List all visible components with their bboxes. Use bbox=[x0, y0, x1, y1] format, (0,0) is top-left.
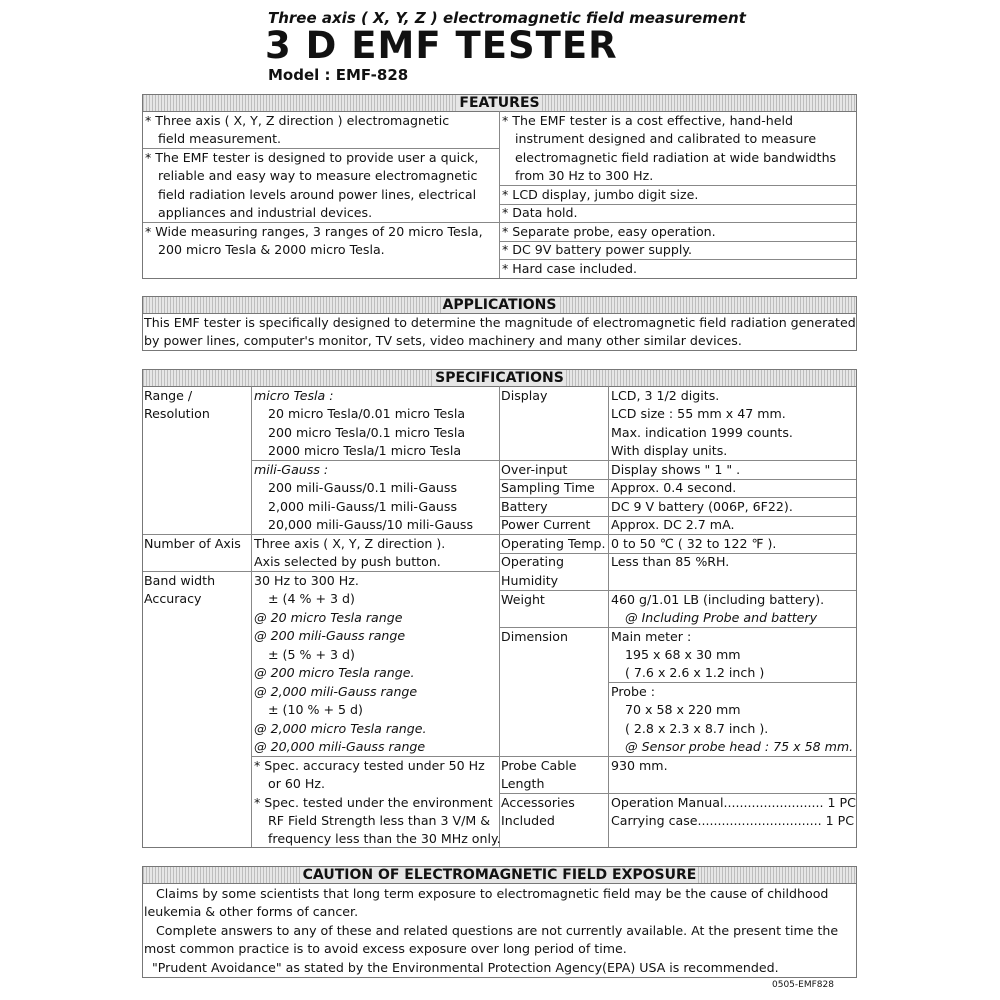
caution-line: most common practice is to avoid excess exposure over long period of time. bbox=[144, 941, 627, 956]
spec-label-accessories: Included bbox=[501, 813, 555, 828]
spec-value: @ Sensor probe head : 75 x 58 mm. bbox=[625, 739, 854, 754]
spec-value: or 60 Hz. bbox=[268, 776, 325, 791]
spec-value: Operation Manual......................... 1 PC bbox=[611, 795, 856, 810]
spec-value: 460 g/1.01 LB (including battery). bbox=[611, 592, 825, 607]
spec-value: 70 x 58 x 220 mm bbox=[625, 702, 741, 717]
spec-value: micro Tesla : bbox=[254, 388, 334, 403]
spec-label-range: Resolution bbox=[144, 406, 210, 421]
features-table bbox=[142, 111, 857, 279]
spec-label-overinput: Over-input bbox=[501, 462, 568, 477]
spec-value: * Spec. accuracy tested under 50 Hz bbox=[254, 758, 485, 773]
applications-line: by power lines, computer's monitor, TV sets, video machinery and many other similar devices. bbox=[144, 333, 742, 348]
spec-value: 0 to 50 ℃ ( 32 to 122 ℉ ). bbox=[611, 536, 777, 551]
specifications-heading-bar bbox=[142, 369, 857, 387]
features-heading: FEATURES bbox=[459, 95, 540, 111]
spec-value: 200 mili-Gauss/0.1 mili-Gauss bbox=[268, 480, 458, 495]
feature-line: appliances and industrial devices. bbox=[158, 205, 373, 220]
caution-line: "Prudent Avoidance" as stated by the Environmental Protection Agency(EPA) USA is recommended. bbox=[152, 960, 779, 975]
spec-value: @ 200 mili-Gauss range bbox=[254, 628, 406, 643]
spec-label-dimension: Dimension bbox=[501, 629, 568, 644]
caution-heading-bar bbox=[142, 866, 857, 884]
spec-value: Axis selected by push button. bbox=[254, 554, 441, 569]
spec-value: * Spec. tested under the environment bbox=[254, 795, 493, 810]
spec-value: Three axis ( X, Y, Z direction ). bbox=[254, 536, 446, 551]
spec-label-accessories: Accessories bbox=[501, 795, 575, 810]
feature-line: reliable and easy way to measure electromagnetic bbox=[158, 168, 478, 183]
feature-line: from 30 Hz to 300 Hz. bbox=[515, 168, 654, 183]
spec-value: 200 micro Tesla/0.1 micro Tesla bbox=[268, 425, 466, 440]
spec-value: @ 20 micro Tesla range bbox=[254, 610, 403, 625]
spec-value: @ Including Probe and battery bbox=[625, 610, 818, 625]
spec-label-humidity: Humidity bbox=[501, 573, 559, 588]
spec-value: ± (4 % + 3 d) bbox=[268, 591, 355, 606]
spec-label-display: Display bbox=[501, 388, 548, 403]
spec-value: Max. indication 1999 counts. bbox=[611, 425, 793, 440]
caution-line: Complete answers to any of these and related questions are not currently available. At the present time the bbox=[156, 923, 839, 938]
spec-label-band: Band width bbox=[144, 573, 216, 588]
spec-label-axis: Number of Axis bbox=[144, 536, 241, 551]
feature-line: * Data hold. bbox=[502, 205, 578, 220]
applications-box bbox=[142, 313, 857, 351]
caution-heading: CAUTION OF ELECTROMAGNETIC FIELD EXPOSURE bbox=[302, 867, 697, 883]
feature-line: electromagnetic field radiation at wide bandwidths bbox=[515, 150, 837, 165]
spec-value: frequency less than the 30 MHz only. bbox=[268, 831, 501, 846]
spec-label-power: Power Current bbox=[501, 517, 591, 532]
model-number: Model : EMF-828 bbox=[268, 66, 409, 84]
spec-value: LCD, 3 1/2 digits. bbox=[611, 388, 720, 403]
caution-line: Claims by some scientists that long term exposure to electromagnetic field may be the cause of childhood bbox=[156, 886, 829, 901]
specifications-heading: SPECIFICATIONS bbox=[435, 370, 564, 386]
spec-value: @ 2,000 micro Tesla range. bbox=[254, 721, 427, 736]
spec-value: Less than 85 %RH. bbox=[611, 554, 730, 569]
feature-line: 200 micro Tesla & 2000 micro Tesla. bbox=[158, 242, 385, 257]
applications-heading-bar bbox=[142, 296, 857, 314]
spec-value: mili-Gauss : bbox=[254, 462, 329, 477]
spec-label-temp: Operating Temp. bbox=[501, 536, 606, 551]
spec-value: @ 2,000 mili-Gauss range bbox=[254, 684, 418, 699]
feature-line: * The EMF tester is a cost effective, hand-held bbox=[502, 113, 794, 128]
spec-value: @ 200 micro Tesla range. bbox=[254, 665, 415, 680]
feature-line: * The EMF tester is designed to provide user a quick, bbox=[145, 150, 479, 165]
spec-value: 195 x 68 x 30 mm bbox=[625, 647, 741, 662]
spec-value: Display shows " 1 " . bbox=[611, 462, 741, 477]
spec-value: With display units. bbox=[611, 443, 728, 458]
feature-line: field measurement. bbox=[158, 131, 282, 146]
feature-line: * DC 9V battery power supply. bbox=[502, 242, 693, 257]
spec-value: @ 20,000 mili-Gauss range bbox=[254, 739, 426, 754]
spec-value: Approx. DC 2.7 mA. bbox=[611, 517, 735, 532]
caution-line: leukemia & other forms of cancer. bbox=[144, 904, 359, 919]
caution-box bbox=[142, 883, 857, 978]
feature-line: * Hard case included. bbox=[502, 261, 638, 276]
spec-value: 2000 micro Tesla/1 micro Tesla bbox=[268, 443, 462, 458]
spec-value: Probe : bbox=[611, 684, 655, 699]
spec-value: 2,000 mili-Gauss/1 mili-Gauss bbox=[268, 499, 458, 514]
document-code: 0505-EMF828 bbox=[772, 980, 834, 990]
spec-label-sampling: Sampling Time bbox=[501, 480, 595, 495]
applications-line: This EMF tester is specifically designed to determine the magnitude of electromagnetic field radiation generated bbox=[144, 315, 856, 330]
spec-value: DC 9 V battery (006P, 6F22). bbox=[611, 499, 793, 514]
spec-value: 930 mm. bbox=[611, 758, 668, 773]
feature-line: * Wide measuring ranges, 3 ranges of 20 micro Tesla, bbox=[145, 224, 483, 239]
feature-line: * LCD display, jumbo digit size. bbox=[502, 187, 699, 202]
feature-line: field radiation levels around power lines, electrical bbox=[158, 187, 477, 202]
spec-label-band: Accuracy bbox=[144, 591, 202, 606]
spec-value: Approx. 0.4 second. bbox=[611, 480, 737, 495]
spec-label-battery: Battery bbox=[501, 499, 548, 514]
specifications-table bbox=[142, 386, 857, 848]
document-subtitle: Three axis ( X, Y, Z ) electromagnetic field measurement bbox=[268, 9, 746, 27]
feature-line: * Three axis ( X, Y, Z direction ) electromagnetic bbox=[145, 113, 450, 128]
spec-value: 20 micro Tesla/0.01 micro Tesla bbox=[268, 406, 466, 421]
spec-value: Main meter : bbox=[611, 629, 692, 644]
spec-label-humidity: Operating bbox=[501, 554, 564, 569]
spec-value: LCD size : 55 mm x 47 mm. bbox=[611, 406, 786, 421]
spec-value: ± (5 % + 3 d) bbox=[268, 647, 355, 662]
spec-value: ± (10 % + 5 d) bbox=[268, 702, 363, 717]
spec-value: ( 7.6 x 2.6 x 1.2 inch ) bbox=[625, 665, 765, 680]
document-title: 3 D EMF TESTER bbox=[265, 24, 618, 67]
applications-heading: APPLICATIONS bbox=[442, 297, 557, 313]
spec-label-cable: Length bbox=[501, 776, 545, 791]
features-heading-bar bbox=[142, 94, 857, 112]
spec-value: ( 2.8 x 2.3 x 8.7 inch ). bbox=[625, 721, 769, 736]
spec-label-cable: Probe Cable bbox=[501, 758, 577, 773]
spec-value: 20,000 mili-Gauss/10 mili-Gauss bbox=[268, 517, 474, 532]
spec-label-range: Range / bbox=[144, 388, 193, 403]
feature-line: instrument designed and calibrated to measure bbox=[515, 131, 817, 146]
spec-value: 30 Hz to 300 Hz. bbox=[254, 573, 359, 588]
spec-value: Carrying case............................... 1 PC bbox=[611, 813, 855, 828]
feature-line: * Separate probe, easy operation. bbox=[502, 224, 716, 239]
spec-value: RF Field Strength less than 3 V/M & bbox=[268, 813, 491, 828]
spec-label-weight: Weight bbox=[501, 592, 545, 607]
